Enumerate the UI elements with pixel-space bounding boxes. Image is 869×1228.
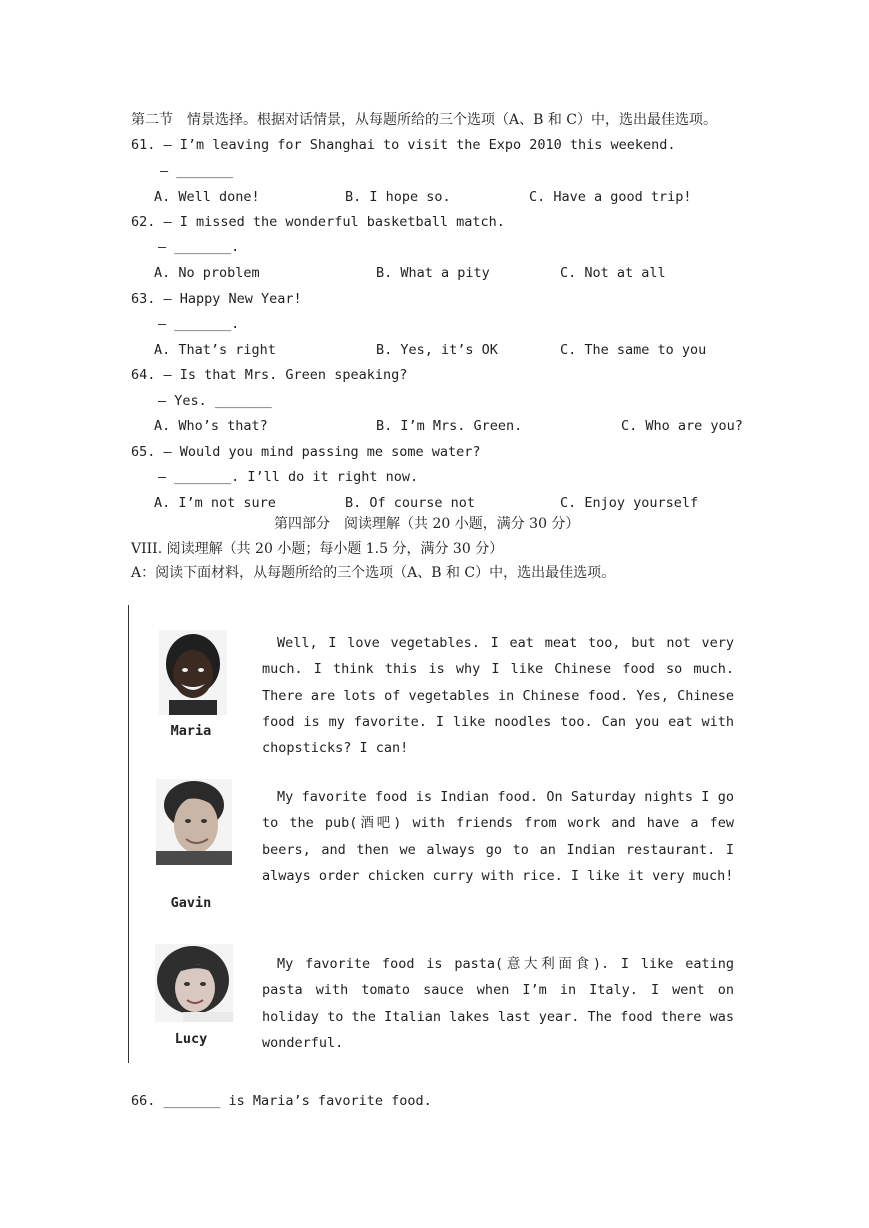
question-65-prompt: 65. — Would you mind passing me some water? xyxy=(131,444,481,460)
question-65-option-c: C. Enjoy yourself xyxy=(560,495,699,511)
question-63-prompt: 63. — Happy New Year! xyxy=(131,291,302,307)
section8-title: VIII. 阅读理解（共 20 小题；每小题 1.5 分，满分 30 分） xyxy=(131,541,504,557)
question-61-option-a: A. Well done! xyxy=(154,189,260,205)
question-61-reply: — _______ xyxy=(160,163,234,179)
question-64-prompt: 64. — Is that Mrs. Green speaking? xyxy=(131,367,408,383)
question-61-option-c: C. Have a good trip! xyxy=(529,189,692,205)
part4-title: 第四部分 阅读理解（共 20 小题，满分 30 分） xyxy=(274,516,580,532)
woman-portrait-icon xyxy=(159,630,227,719)
question-64-option-b: B. I’m Mrs. Green. xyxy=(376,418,523,434)
question-62-option-a: A. No problem xyxy=(154,265,260,281)
question-64-option-a: A. Who’s that? xyxy=(154,418,268,434)
question-61-prompt: 61. — I’m leaving for Shanghai to visit the Expo 2010 this weekend. xyxy=(131,137,676,153)
question-65-option-a: A. I’m not sure xyxy=(154,495,276,511)
person-name-maria: Maria xyxy=(170,723,212,739)
man-portrait-icon xyxy=(156,779,232,869)
sectionA-instructions: A：阅读下面材料，从每题所给的三个选项（A、B 和 C）中，选出最佳选项。 xyxy=(131,565,616,581)
question-65-reply: — _______. I’ll do it right now. xyxy=(158,469,419,485)
person-name-gavin: Gavin xyxy=(170,895,212,911)
question-62-option-c: C. Not at all xyxy=(560,265,666,281)
question-62-reply: — _______. xyxy=(158,239,240,255)
question-64-reply: — Yes. _______ xyxy=(158,393,272,409)
question-63-reply: — _______. xyxy=(158,316,240,332)
question-62-prompt: 62. — I missed the wonderful basketball match. xyxy=(131,214,505,230)
passage-gavin: My favorite food is Indian food. On Saturday nights I go to the pub(酒吧) with friends from work and have a few beers, and then we always go to an Indian restaurant. I always order chicken curry with rice. I like it very much! xyxy=(262,789,734,884)
question-62-option-b: B. What a pity xyxy=(376,265,490,281)
question-61-option-b: B. I hope so. xyxy=(345,189,451,205)
passage-maria: Well, I love vegetables. I eat meat too, but not very much. I think this is why I like Chinese food so much. There are lots of vegetables in Chinese food. Yes, Chinese food is my favorite. I like noodles too. Can you eat with chopsticks? I can! xyxy=(262,635,734,757)
passage-left-rule xyxy=(128,605,129,1063)
passage-lucy: My favorite food is pasta(意大利面食). I like eating pasta with tomato sauce when I’m in Italy. I went on holiday to the Italian lakes last year. The food there was wonderful. xyxy=(262,956,734,1051)
question-65-option-b: B. Of course not xyxy=(345,495,476,511)
person-name-lucy: Lucy xyxy=(174,1031,208,1047)
question-64-option-c: C. Who are you? xyxy=(621,418,743,434)
woman-portrait-icon xyxy=(155,944,233,1026)
question-63-option-b: B. Yes, it’s OK xyxy=(376,342,498,358)
section-header: 第二节 情景选择。根据对话情景，从每题所给的三个选项（A、B 和 C）中，选出最佳选项。 xyxy=(131,112,718,128)
question-63-option-a: A. That’s right xyxy=(154,342,276,358)
question-66: 66. _______ is Maria’s favorite food. xyxy=(131,1093,432,1109)
question-63-option-c: C. The same to you xyxy=(560,342,707,358)
